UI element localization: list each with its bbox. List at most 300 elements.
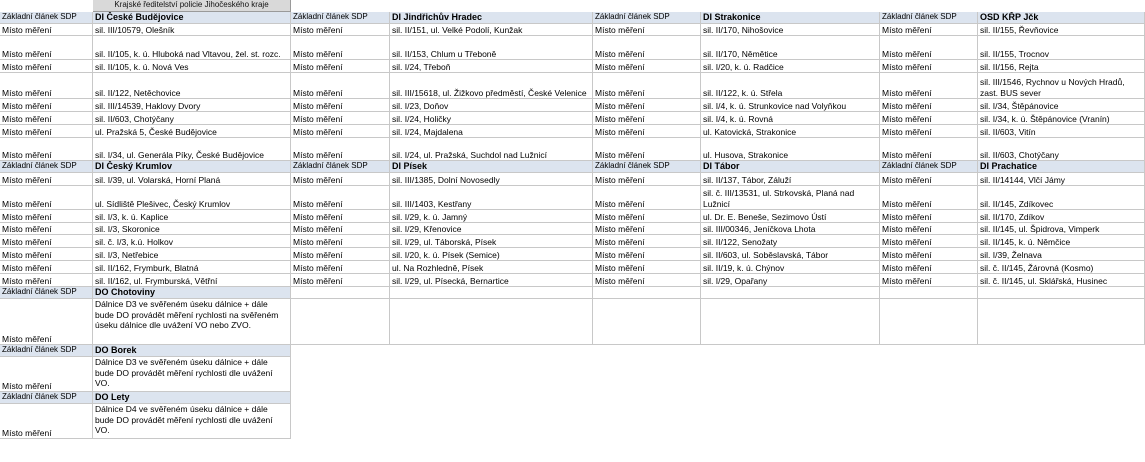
- measurement-location-cell[interactable]: [978, 99, 1145, 112]
- measurement-location-cell-text: ul. Na Rozhledně, Písek: [392, 262, 484, 273]
- row-label-cell-text: Místo měření: [2, 198, 52, 209]
- measurement-location-cell[interactable]: [701, 223, 880, 235]
- measurement-location-cell-text: sil. č. II/145, Žárovná (Kosmo): [980, 262, 1094, 273]
- measurement-location-cell-text: sil. I/4, k. ú. Rovná: [703, 113, 773, 124]
- row-label-cell[interactable]: [593, 125, 701, 138]
- measurement-location-cell-text: sil. I/29, Opařany: [703, 275, 768, 286]
- row-label-cell[interactable]: [880, 261, 978, 274]
- measurement-location-cell[interactable]: [701, 125, 880, 138]
- measurement-location-cell[interactable]: [701, 99, 880, 112]
- measurement-location-cell-text: sil. I/29, ul. Táborská, Písek: [392, 236, 497, 247]
- measurement-location-cell-text: sil. II/170, Zdíkov: [980, 211, 1045, 222]
- row-label-cell[interactable]: [880, 235, 978, 248]
- row-label-cell-text: Místo měření: [595, 262, 645, 273]
- measurement-location-cell[interactable]: [701, 36, 880, 60]
- measurement-location-cell[interactable]: [93, 99, 291, 112]
- row-label-cell[interactable]: [880, 99, 978, 112]
- row-label-cell-text: Místo měření: [595, 198, 645, 209]
- measurement-location-cell-text: sil. II/122, k. ú. Střela: [703, 87, 783, 98]
- measurement-location-cell-text: sil. I/23, Doňov: [392, 100, 449, 111]
- measurement-location-cell[interactable]: [390, 173, 593, 186]
- row-label-cell-text: Místo měření: [2, 223, 52, 234]
- row-label-cell-text: Místo měření: [882, 113, 932, 124]
- measurement-location-cell[interactable]: [978, 235, 1145, 248]
- row-label-cell[interactable]: [593, 223, 701, 235]
- row-label-cell-text: Místo měření: [882, 61, 932, 72]
- row-label-cell[interactable]: [0, 186, 93, 210]
- row-label-cell[interactable]: [593, 36, 701, 60]
- row-label-cell[interactable]: [880, 60, 978, 73]
- row-label-cell[interactable]: [291, 60, 390, 73]
- header-label-cell[interactable]: Základní článek SDP: [0, 345, 93, 357]
- row-label-cell[interactable]: [0, 261, 93, 274]
- measurement-location-cell-text: sil. II/145, ul. Špidrova, Vimperk: [980, 223, 1100, 234]
- row-label-cell[interactable]: [0, 24, 93, 36]
- measurement-location-cell-text: sil. II/170, Němětice: [703, 48, 778, 59]
- row-label-cell[interactable]: [593, 173, 701, 186]
- empty-cell[interactable]: [291, 299, 390, 345]
- measurement-location-cell-text: ul. Dr. E. Beneše, Sezimovo Ústí: [703, 211, 827, 222]
- row-label-cell[interactable]: [593, 99, 701, 112]
- measurement-location-cell-text: sil. II/155, Řevňovice: [980, 24, 1059, 35]
- measurement-location-cell-text: sil. I/29, Křenovice: [392, 223, 462, 234]
- row-label-cell-text: Místo měření: [293, 236, 343, 247]
- row-label-cell-text: Místo měření: [595, 48, 645, 59]
- row-label-cell-text: Místo měření: [882, 126, 932, 137]
- measurement-location-cell-text: sil. I/20, k. ú. Písek (Semice): [392, 249, 500, 260]
- row-label-cell[interactable]: [880, 248, 978, 261]
- row-label-cell-text: Místo měření: [2, 262, 52, 273]
- measurement-location-cell-text: sil. II/603, Chotýčany: [95, 113, 174, 124]
- measurement-location-cell-text: sil. I/3, Netřebice: [95, 249, 159, 260]
- row-label-cell[interactable]: [880, 73, 978, 99]
- measurement-location-cell-text: sil. I/20, k. ú. Radčice: [703, 61, 784, 72]
- empty-cell[interactable]: [593, 299, 701, 345]
- measurement-location-cell[interactable]: [390, 112, 593, 125]
- measurement-location-cell-text: sil. II/603, ul. Soběslavská, Tábor: [703, 249, 829, 260]
- measurement-location-cell[interactable]: [978, 24, 1145, 36]
- group-name-cell[interactable]: DI Písek: [390, 161, 593, 173]
- empty-cell[interactable]: [390, 287, 593, 299]
- measurement-location-cell[interactable]: [390, 60, 593, 73]
- measurement-location-cell[interactable]: [978, 248, 1145, 261]
- row-label-cell-text: Místo měření: [595, 61, 645, 72]
- measurement-location-cell[interactable]: [701, 24, 880, 36]
- empty-cell[interactable]: [593, 287, 701, 299]
- row-label-cell-text: Místo měření: [2, 48, 52, 59]
- empty-cell[interactable]: [701, 299, 880, 345]
- measurement-location-cell-text: sil. I/34, Štěpánovice: [980, 100, 1059, 111]
- header-label-cell[interactable]: Základní článek SDP: [593, 12, 701, 24]
- measurement-location-cell-text: sil. II/122, Netěchovice: [95, 87, 181, 98]
- measurement-location-cell[interactable]: [390, 24, 593, 36]
- row-label-cell[interactable]: [880, 24, 978, 36]
- row-label-cell-text: Místo měření: [2, 174, 52, 185]
- row-label-cell[interactable]: [880, 173, 978, 186]
- row-label-cell-text: Místo měření: [2, 149, 52, 160]
- measurement-location-cell-text: sil. I/34, k. ú. Štěpánovice (Vranín): [980, 113, 1110, 124]
- row-label-cell-text: Místo měření: [2, 249, 52, 260]
- row-label-cell[interactable]: [593, 210, 701, 223]
- measurement-location-cell[interactable]: [701, 248, 880, 261]
- row-label-cell-text: Místo měření: [882, 262, 932, 273]
- row-label-cell[interactable]: [880, 138, 978, 161]
- row-label-cell[interactable]: [291, 73, 390, 99]
- measurement-location-cell[interactable]: [701, 73, 880, 99]
- measurement-location-cell[interactable]: [978, 112, 1145, 125]
- highway-note-cell[interactable]: Dálnice D4 ve svěřeném úseku dálnice + dále bude DO provádět měření rychlosti dle uvážení VO.: [93, 404, 291, 439]
- row-label-cell-text: Místo měření: [2, 275, 52, 286]
- measurement-location-cell[interactable]: [390, 73, 593, 99]
- group-name-cell[interactable]: DO Lety: [93, 392, 291, 404]
- row-label-cell-text: Místo měření: [882, 149, 932, 160]
- measurement-location-cell-text: sil. I/29, ul. Písecká, Bernartice: [392, 275, 509, 286]
- measurement-location-cell-text: sil. I/24, Třeboň: [392, 61, 451, 72]
- measurement-location-cell[interactable]: [93, 173, 291, 186]
- empty-cell[interactable]: [880, 299, 978, 345]
- row-label-cell-text: Místo měření: [293, 24, 343, 35]
- row-label-cell-text: Místo měření: [595, 174, 645, 185]
- measurement-location-cell[interactable]: [390, 235, 593, 248]
- row-label-cell[interactable]: [0, 223, 93, 235]
- group-name-cell[interactable]: DI Jindřichův Hradec: [390, 12, 593, 24]
- measurement-location-cell-text: sil. I/4, k. ú. Strunkovice nad Volyňkou: [703, 100, 847, 111]
- row-label-cell-text: Místo měření: [882, 249, 932, 260]
- measurement-location-cell[interactable]: [93, 24, 291, 36]
- row-label-cell[interactable]: [0, 112, 93, 125]
- measurement-location-cell[interactable]: [978, 186, 1145, 210]
- row-label-cell[interactable]: [880, 223, 978, 235]
- row-label-cell[interactable]: [880, 186, 978, 210]
- measurement-location-cell-text: sil. II/151, ul. Velké Podolí, Kunžak: [392, 24, 523, 35]
- measurement-location-cell[interactable]: [390, 223, 593, 235]
- header-label-cell[interactable]: Základní článek SDP: [0, 161, 93, 173]
- row-label-cell[interactable]: [593, 138, 701, 161]
- highway-note-cell[interactable]: Dálnice D3 ve svěřeném úseku dálnice + dále bude DO provádět měření rychlosti dle uvážení VO.: [93, 357, 291, 392]
- measurement-location-cell[interactable]: [93, 235, 291, 248]
- row-label-cell[interactable]: [0, 73, 93, 99]
- measurement-location-cell[interactable]: [390, 210, 593, 223]
- empty-cell[interactable]: [978, 287, 1145, 299]
- row-label-cell[interactable]: [0, 210, 93, 223]
- row-label-cell-text: Místo měření: [882, 211, 932, 222]
- row-label-cell[interactable]: [0, 60, 93, 73]
- row-label-cell-text: Místo měření: [882, 87, 932, 98]
- row-label-cell[interactable]: [0, 99, 93, 112]
- measurement-location-cell-text: ul. Katovická, Strakonice: [703, 126, 797, 137]
- row-label-cell-text: Místo měření: [293, 113, 343, 124]
- row-label-cell[interactable]: [593, 112, 701, 125]
- group-name-cell[interactable]: DI Strakonice: [701, 12, 880, 24]
- row-label-cell[interactable]: [0, 235, 93, 248]
- row-label-cell-text: Místo měření: [882, 198, 932, 209]
- measurement-location-cell-text: sil. I/24, Holičky: [392, 113, 452, 124]
- row-label-cell-text: Místo měření: [293, 262, 343, 273]
- measurement-location-cell-text: sil. č. I/3, k.ú. Holkov: [95, 236, 173, 247]
- row-label-cell[interactable]: [291, 173, 390, 186]
- measurement-location-cell[interactable]: [701, 235, 880, 248]
- measurement-location-cell-text: sil. III/1385, Dolní Novosedly: [392, 174, 500, 185]
- row-label-cell-text: Místo měření: [2, 427, 52, 438]
- row-label-cell[interactable]: [291, 138, 390, 161]
- measurement-location-cell[interactable]: [978, 36, 1145, 60]
- measurement-location-cell-text: sil. I/24, ul. Pražská, Suchdol nad Lužnicí: [392, 149, 547, 160]
- row-label-cell[interactable]: [291, 186, 390, 210]
- measurement-location-cell-text: sil. II/156, Rejta: [980, 61, 1039, 72]
- measurement-location-cell-text: sil. I/39, ul. Volarská, Horní Planá: [95, 174, 221, 185]
- row-label-cell-text: Místo měření: [595, 126, 645, 137]
- row-label-cell[interactable]: [880, 210, 978, 223]
- measurement-location-cell[interactable]: [93, 210, 291, 223]
- row-label-cell[interactable]: [880, 112, 978, 125]
- row-label-cell-text: Místo měření: [882, 48, 932, 59]
- measurement-location-cell-text: sil. II/137, Tábor, Záluží: [703, 174, 792, 185]
- measurement-location-cell-text: ul. Pražská 5, České Budějovice: [95, 126, 217, 137]
- row-label-cell[interactable]: [593, 24, 701, 36]
- measurement-location-cell[interactable]: [93, 223, 291, 235]
- measurement-location-cell[interactable]: [390, 248, 593, 261]
- row-label-cell[interactable]: [0, 248, 93, 261]
- row-label-cell-text: Místo měření: [293, 223, 343, 234]
- row-label-cell[interactable]: [880, 36, 978, 60]
- row-label-cell-text: Místo měření: [882, 223, 932, 234]
- measurement-location-cell[interactable]: [978, 138, 1145, 161]
- measurement-location-cell[interactable]: [701, 210, 880, 223]
- row-label-cell-text: Místo měření: [2, 380, 52, 391]
- measurement-location-cell-text: sil. II/105, k. ú. Hluboká nad Vltavou, žel. st. rozc.: [95, 48, 281, 59]
- group-name-cell[interactable]: DI Tábor: [701, 161, 880, 173]
- measurement-location-cell[interactable]: [978, 73, 1145, 99]
- row-label-cell-text: Místo měření: [2, 24, 52, 35]
- measurement-location-cell[interactable]: [93, 60, 291, 73]
- measurement-location-cell[interactable]: [93, 125, 291, 138]
- row-label-cell-text: Místo měření: [595, 87, 645, 98]
- measurement-location-cell-text: sil. III/14539, Haklovy Dvory: [95, 100, 201, 111]
- measurement-location-cell[interactable]: [390, 99, 593, 112]
- row-label-cell-text: Místo měření: [595, 275, 645, 286]
- row-label-cell[interactable]: [291, 223, 390, 235]
- measurement-location-cell[interactable]: [93, 274, 291, 287]
- row-label-cell[interactable]: [291, 274, 390, 287]
- measurement-location-cell[interactable]: [390, 125, 593, 138]
- row-label-cell[interactable]: [291, 36, 390, 60]
- row-label-cell[interactable]: [0, 36, 93, 60]
- group-name-cell[interactable]: DO Borek: [93, 345, 291, 357]
- sheet-title[interactable]: Krajské ředitelství policie Jihočeského kraje: [93, 0, 291, 12]
- measurement-location-cell-text: sil. III/00346, Jeníčkova Lhota: [703, 223, 816, 234]
- measurement-location-cell[interactable]: [978, 223, 1145, 235]
- measurement-location-cell[interactable]: [93, 248, 291, 261]
- row-label-cell-text: Místo měření: [293, 87, 343, 98]
- measurement-location-cell[interactable]: [978, 274, 1145, 287]
- row-label-cell[interactable]: [291, 248, 390, 261]
- row-label-cell[interactable]: [880, 274, 978, 287]
- header-label-cell[interactable]: Základní článek SDP: [593, 161, 701, 173]
- measurement-location-cell[interactable]: [93, 186, 291, 210]
- row-label-cell-text: Místo měření: [2, 61, 52, 72]
- header-label-cell[interactable]: Základní článek SDP: [291, 12, 390, 24]
- row-label-cell[interactable]: [593, 248, 701, 261]
- row-label-cell-text: Místo měření: [293, 275, 343, 286]
- row-label-cell-text: Místo měření: [2, 236, 52, 247]
- header-label-cell[interactable]: Základní článek SDP: [0, 392, 93, 404]
- row-label-cell-text: Místo měření: [293, 149, 343, 160]
- row-label-cell[interactable]: [593, 186, 701, 210]
- row-label-cell[interactable]: [0, 404, 93, 439]
- header-label-cell[interactable]: Základní článek SDP: [0, 12, 93, 24]
- measurement-location-cell-text: sil. I/29, k. ú. Jamný: [392, 211, 468, 222]
- row-label-cell[interactable]: [291, 24, 390, 36]
- measurement-location-cell-text: ul. Sídliště Plešivec, Český Krumlov: [95, 198, 231, 209]
- measurement-location-cell[interactable]: [390, 36, 593, 60]
- row-label-cell[interactable]: [0, 357, 93, 392]
- row-label-cell-text: Místo měření: [595, 249, 645, 260]
- empty-cell[interactable]: [390, 299, 593, 345]
- measurement-location-cell[interactable]: [701, 138, 880, 161]
- measurement-location-cell[interactable]: [701, 261, 880, 274]
- measurement-location-cell-text: sil. I/3, k. ú. Kaplice: [95, 211, 169, 222]
- measurement-location-cell-text: sil. I/24, Majdalena: [392, 126, 463, 137]
- measurement-location-cell[interactable]: [390, 274, 593, 287]
- measurement-location-cell-text: sil. II/153, Chlum u Třeboně: [392, 48, 497, 59]
- row-label-cell-text: Místo měření: [2, 333, 52, 344]
- row-label-cell-text: Místo měření: [2, 87, 52, 98]
- measurement-location-cell-text: sil. II/122, Senožaty: [703, 236, 778, 247]
- header-label-cell[interactable]: Základní článek SDP: [880, 161, 978, 173]
- row-label-cell[interactable]: [0, 173, 93, 186]
- row-label-cell-text: Místo měření: [882, 100, 932, 111]
- measurement-location-cell[interactable]: [93, 73, 291, 99]
- row-label-cell-text: Místo měření: [293, 174, 343, 185]
- measurement-location-cell-text: sil. II/603, Vitín: [980, 126, 1036, 137]
- measurement-location-cell[interactable]: [701, 274, 880, 287]
- row-label-cell-text: Místo měření: [595, 100, 645, 111]
- row-label-cell-text: Místo měření: [595, 24, 645, 35]
- row-label-cell-text: Místo měření: [882, 24, 932, 35]
- row-label-cell-text: Místo měření: [293, 249, 343, 260]
- row-label-cell[interactable]: [291, 261, 390, 274]
- group-name-cell[interactable]: DI Český Krumlov: [93, 161, 291, 173]
- measurement-location-cell[interactable]: [978, 60, 1145, 73]
- measurement-location-cell[interactable]: [978, 173, 1145, 186]
- measurement-location-cell[interactable]: [93, 138, 291, 161]
- row-label-cell-text: Místo měření: [293, 48, 343, 59]
- measurement-location-cell-text: sil. č. III/13531, ul. Strkovská, Planá nad Lužnicí: [703, 188, 855, 209]
- row-label-cell-text: Místo měření: [882, 275, 932, 286]
- row-label-cell-text: Místo měření: [293, 100, 343, 111]
- header-label-cell[interactable]: Základní článek SDP: [0, 287, 93, 299]
- measurement-location-cell[interactable]: [701, 112, 880, 125]
- group-name-cell[interactable]: OSD KŘP Jčk: [978, 12, 1145, 24]
- measurement-location-cell-text: sil. II/14144, Vlčí Jámy: [980, 174, 1066, 185]
- row-label-cell-text: Místo měření: [293, 211, 343, 222]
- measurement-location-cell[interactable]: [701, 60, 880, 73]
- row-label-cell-text: Místo měření: [2, 100, 52, 111]
- measurement-location-cell[interactable]: [978, 125, 1145, 138]
- empty-cell[interactable]: [291, 287, 390, 299]
- row-label-cell-text: Místo měření: [293, 126, 343, 137]
- row-label-cell[interactable]: [880, 125, 978, 138]
- row-label-cell[interactable]: [593, 235, 701, 248]
- measurement-location-cell[interactable]: [93, 112, 291, 125]
- measurement-location-cell-text: sil. II/145, Zdíkovec: [980, 198, 1054, 209]
- row-label-cell-text: Místo měření: [595, 223, 645, 234]
- measurement-location-cell[interactable]: [701, 173, 880, 186]
- measurement-location-cell[interactable]: [701, 186, 880, 210]
- measurement-location-cell-text: sil. II/155, Trocnov: [980, 48, 1049, 59]
- empty-cell[interactable]: [880, 287, 978, 299]
- row-label-cell[interactable]: [0, 299, 93, 345]
- measurement-location-cell[interactable]: [390, 186, 593, 210]
- row-label-cell-text: Místo měření: [293, 61, 343, 72]
- measurement-location-cell-text: sil. II/145, k. ú. Němčice: [980, 236, 1071, 247]
- measurement-location-cell-text: sil. II/603, Chotýčany: [980, 149, 1059, 160]
- group-name-cell[interactable]: DI Prachatice: [978, 161, 1145, 173]
- measurement-location-cell-text: sil. I/3, Skoronice: [95, 223, 160, 234]
- measurement-location-cell-text: ul. Husova, Strakonice: [703, 149, 789, 160]
- row-label-cell[interactable]: [291, 112, 390, 125]
- row-label-cell[interactable]: [291, 235, 390, 248]
- measurement-location-cell-text: sil. III/1546, Rychnov u Nových Hradů, zast. BUS sever: [980, 77, 1125, 98]
- measurement-location-cell[interactable]: [390, 261, 593, 274]
- row-label-cell[interactable]: [593, 60, 701, 73]
- row-label-cell-text: Místo měření: [595, 113, 645, 124]
- row-label-cell-text: Místo měření: [595, 236, 645, 247]
- measurement-location-cell[interactable]: [390, 138, 593, 161]
- measurement-location-cell-text: sil. II/170, Nihošovice: [703, 24, 784, 35]
- row-label-cell-text: Místo měření: [293, 198, 343, 209]
- row-label-cell[interactable]: [593, 261, 701, 274]
- measurement-location-cell-text: sil. č. II/145, ul. Sklářská, Husinec: [980, 275, 1108, 286]
- row-label-cell[interactable]: [291, 99, 390, 112]
- empty-cell[interactable]: [978, 299, 1145, 345]
- measurement-location-cell-text: sil. III/15618, ul. Žižkovo předměstí, České Velenice: [392, 87, 587, 98]
- measurement-location-cell-text: sil. II/162, ul. Frymburská, Větřní: [95, 275, 218, 286]
- measurement-location-cell-text: sil. II/19, k. ú. Chýnov: [703, 262, 785, 273]
- row-label-cell[interactable]: [291, 125, 390, 138]
- measurement-location-cell-text: sil. III/10579, Olešník: [95, 24, 175, 35]
- row-label-cell-text: Místo měření: [2, 211, 52, 222]
- row-label-cell-text: Místo měření: [2, 126, 52, 137]
- measurement-location-cell-text: sil. I/39, Želnava: [980, 249, 1042, 260]
- row-label-cell[interactable]: [0, 274, 93, 287]
- row-label-cell-text: Místo měření: [595, 149, 645, 160]
- measurement-location-cell[interactable]: [93, 36, 291, 60]
- row-label-cell-text: Místo měření: [595, 211, 645, 222]
- measurement-location-cell-text: sil. I/34, ul. Generála Píky, České Budějovice: [95, 149, 264, 160]
- header-label-cell[interactable]: Základní článek SDP: [880, 12, 978, 24]
- group-name-cell[interactable]: DO Chotoviny: [93, 287, 291, 299]
- row-label-cell[interactable]: [0, 125, 93, 138]
- measurement-location-cell[interactable]: [978, 261, 1145, 274]
- measurement-location-cell-text: sil. II/162, Frymburk, Blatná: [95, 262, 199, 273]
- row-label-cell-text: Místo měření: [882, 236, 932, 247]
- measurement-location-cell[interactable]: [978, 210, 1145, 223]
- group-name-cell[interactable]: DI České Budějovice: [93, 12, 291, 24]
- row-label-cell[interactable]: [593, 274, 701, 287]
- measurement-location-cell[interactable]: [93, 261, 291, 274]
- row-label-cell-text: Místo měření: [882, 174, 932, 185]
- row-label-cell-text: Místo měření: [2, 113, 52, 124]
- measurement-location-cell-text: sil. III/1403, Kestřany: [392, 198, 472, 209]
- measurement-location-cell-text: sil. II/105, k. ú. Nová Ves: [95, 61, 189, 72]
- row-label-cell[interactable]: [291, 210, 390, 223]
- highway-note-cell[interactable]: Dálnice D3 ve svěřeném úseku dálnice + dále bude DO provádět měření rychlosti na svěřeném úseku dálnice dle uvážení VO nebo ZVO.: [93, 299, 291, 345]
- empty-cell[interactable]: [701, 287, 880, 299]
- header-label-cell[interactable]: Základní článek SDP: [291, 161, 390, 173]
- row-label-cell[interactable]: [0, 138, 93, 161]
- row-label-cell[interactable]: [593, 73, 701, 99]
